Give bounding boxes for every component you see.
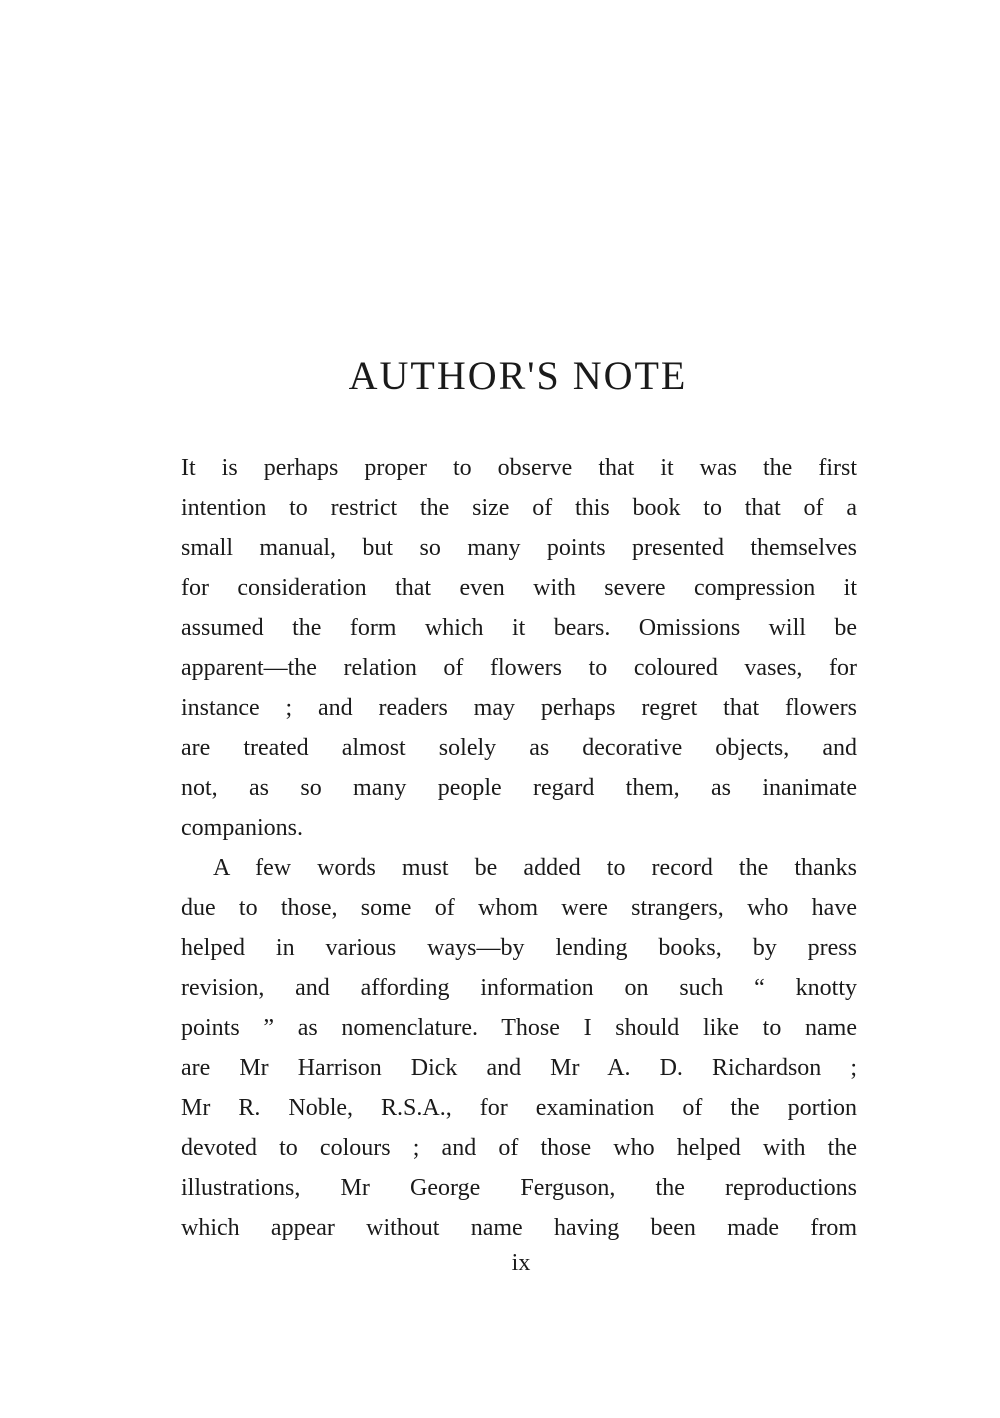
- page-number: ix: [511, 1250, 531, 1276]
- paragraph-1: [181, 448, 857, 848]
- text-line: helped in various ways—by lending books, by press: [181, 935, 857, 961]
- text-line: illustrations, Mr George Ferguson, the reproductions: [181, 1175, 857, 1201]
- page-title: AUTHOR'S NOTE: [348, 353, 688, 398]
- text-line: are treated almost solely as decorative objects, and: [181, 735, 857, 761]
- text-line: assumed the form which it bears. Omissions will be: [181, 615, 857, 641]
- text-line: instance ; and readers may perhaps regret that flowers: [181, 695, 857, 721]
- text-line: revision, and affording information on such “ knotty: [181, 975, 857, 1001]
- text-line: Mr R. Noble, R.S.A., for examination of the portion: [181, 1095, 857, 1121]
- text-line: points ” as nomenclature. Those I should like to name: [181, 1015, 857, 1041]
- text-line: due to those, some of whom were strangers, who have: [181, 895, 857, 921]
- text-line: which appear without name having been made from: [181, 1215, 857, 1241]
- text-line: companions.: [181, 815, 303, 841]
- text-line: intention to restrict the size of this book to that of a: [181, 495, 857, 521]
- text-line: It is perhaps proper to observe that it was the first: [181, 455, 857, 481]
- text-line: small manual, but so many points presented themselves: [181, 535, 857, 561]
- body-text: [181, 448, 857, 1248]
- text-line: A few words must be added to record the thanks: [213, 855, 857, 881]
- paragraph-2: [181, 848, 857, 1248]
- text-line: for consideration that even with severe compression it: [181, 575, 857, 601]
- text-line: not, as so many people regard them, as inanimate: [181, 775, 857, 801]
- text-line: are Mr Harrison Dick and Mr A. D. Richardson ;: [181, 1055, 857, 1081]
- text-line: devoted to colours ; and of those who helped with the: [181, 1135, 857, 1161]
- text-line: apparent—the relation of flowers to coloured vases, for: [181, 655, 857, 681]
